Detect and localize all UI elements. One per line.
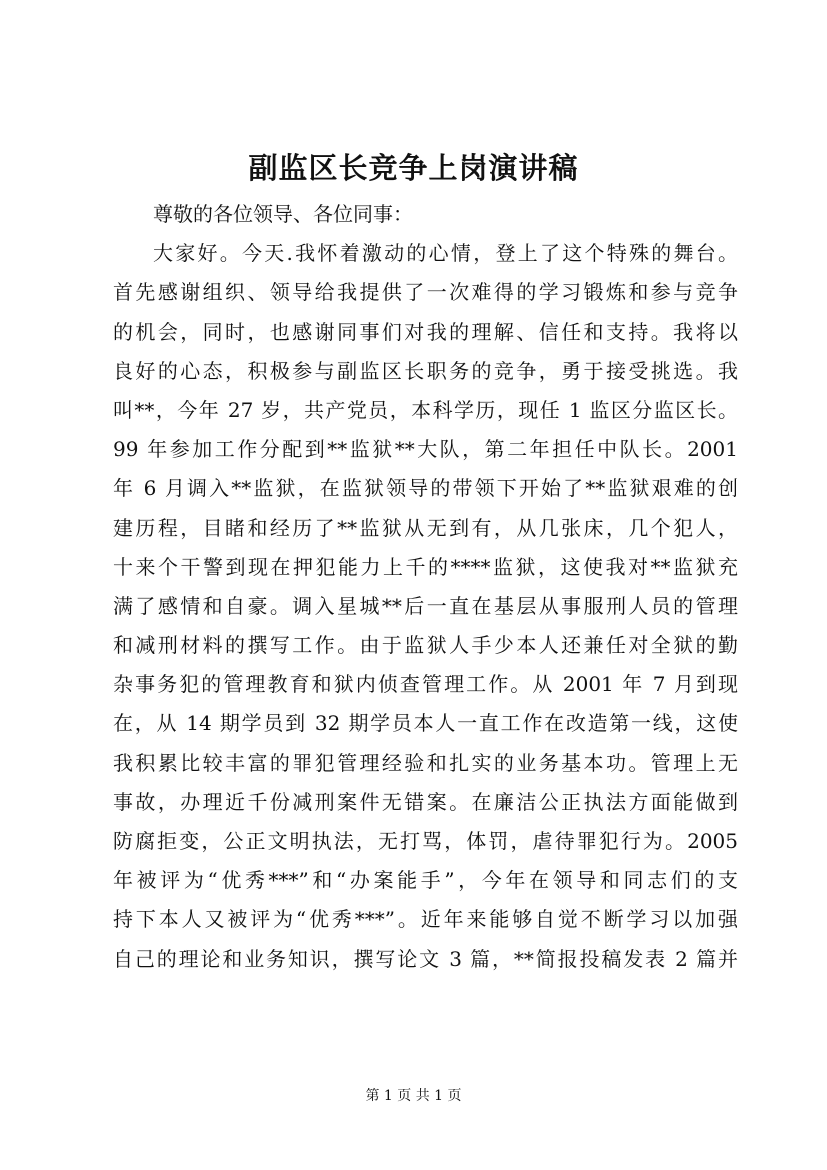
paragraph-line: 杂事务犯的管理教育和狱内侦查管理工作。从 2001 年 7 月到现 — [113, 672, 738, 697]
paragraph-line: 满了感情和自豪。调入星城**后一直在基层从事服刑人员的管理 — [113, 593, 738, 618]
document-body — [113, 195, 738, 979]
paragraph-line: 十来个干警到现在押犯能力上千的****监狱，这使我对**监狱充 — [113, 554, 738, 579]
paragraph-line: 自己的理论和业务知识，撰写论文 3 篇，**简报投稿发表 2 篇并 — [113, 946, 738, 971]
paragraph-line: 年被评为“优秀***”和“办案能手”，今年在领导和同志们的支 — [113, 868, 738, 893]
paragraph-line: 首先感谢组织、领导给我提供了一次难得的学习锻炼和参与竞争 — [113, 280, 738, 305]
paragraph-line: 持下本人又被评为“优秀***”。近年来能够自觉不断学习以加强 — [113, 907, 738, 932]
paragraph-line: 在，从 14 期学员到 32 期学员本人一直工作在改造第一线，这使 — [113, 711, 738, 736]
paragraph-line: 年 6 月调入**监狱，在监狱领导的带领下开始了**监狱艰难的创 — [113, 476, 738, 501]
paragraph-line: 我积累比较丰富的罪犯管理经验和扎实的业务基本功。管理上无 — [113, 750, 738, 775]
paragraph-line: 99 年参加工作分配到**监狱**大队，第二年担任中队长。2001 — [113, 437, 738, 462]
paragraph-line: 事故，办理近千份减刑案件无错案。在廉洁公正执法方面能做到 — [113, 789, 738, 814]
page-number-footer: 第 1 页 共 1 页 — [365, 1088, 462, 1104]
paragraph-line: 叫**，今年 27 岁，共产党员，本科学历，现任 1 监区分监区长。 — [113, 397, 738, 422]
paragraph-line: 防腐拒变，公正文明执法，无打骂，体罚，虐待罪犯行为。2005 — [113, 829, 738, 853]
paragraph-line: 良好的心态，积极参与副监区长职务的竞争，勇于接受挑选。我 — [113, 358, 738, 383]
salutation-line: 尊敬的各位领导、各位同事： — [153, 202, 413, 226]
paragraph-line: 大家好。今天.我怀着激动的心情，登上了这个特殊的舞台。 — [153, 241, 738, 266]
document-title: 副监区长竞争上岗演讲稿 — [248, 151, 579, 185]
paragraph-line: 建历程，目睹和经历了**监狱从无到有，从几张床，几个犯人， — [113, 515, 738, 540]
paragraph-line: 和减刑材料的撰写工作。由于监狱人手少本人还兼任对全狱的勤 — [113, 633, 738, 658]
paragraph-line: 的机会，同时，也感谢同事们对我的理解、信任和支持。我将以 — [113, 319, 738, 344]
